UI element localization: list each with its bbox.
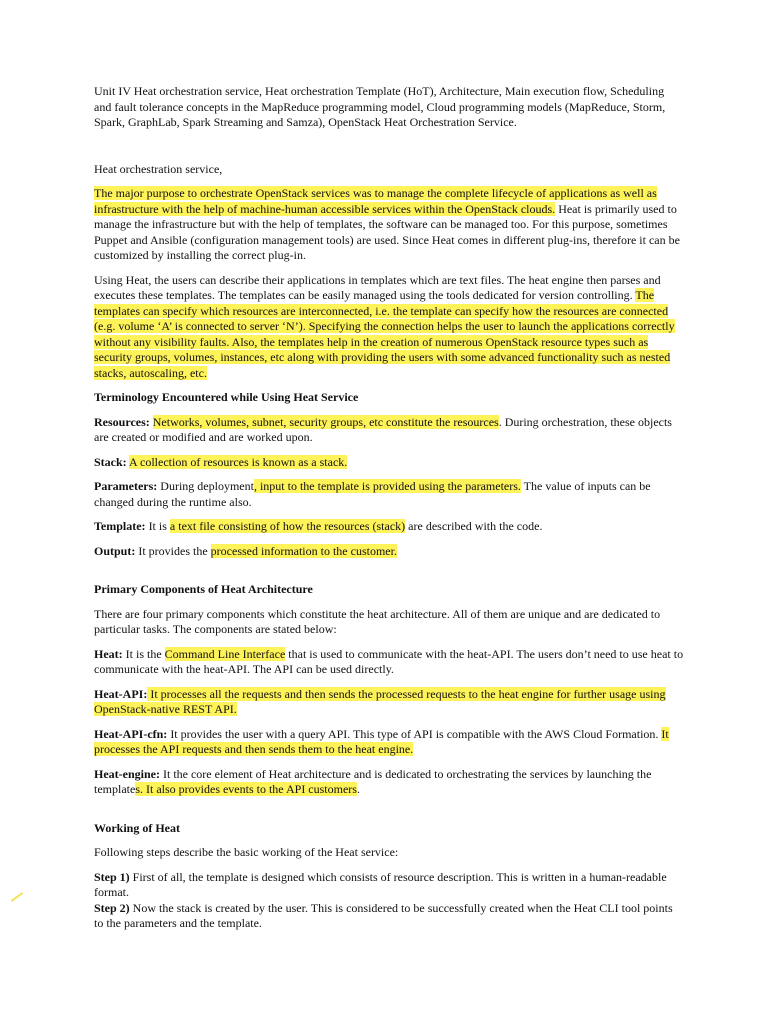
step-2: Step 2) Now the stack is created by the user. This is considered to be successfully created when the Heat CLI tool points to the parameters and the template. — [94, 900, 673, 930]
document-page — [94, 84, 684, 932]
highlight: a text file consisting of how the resources (stack) — [169, 519, 406, 533]
term-parameters: Parameters: During deployment, input to the template is provided using the parameters. The value of inputs can be changed during the runtime also. — [94, 479, 651, 509]
working-intro: Following steps describe the basic working of the Heat service: — [94, 845, 399, 859]
component-heat-api: Heat-API: It processes all the requests and then sends the processed requests to the heat engine for further usage using OpenStack-native REST API. — [94, 686, 666, 716]
component-heat-engine: Heat-engine: It the core element of Heat architecture and is dedicated to orchestrating the services by launching the templates. It also provides events to the API customers. — [94, 766, 652, 796]
step-1: Step 1) First of all, the template is designed which consists of resource description. This is written in a human-readable format. — [94, 869, 667, 899]
term-template: Template: It is a text file consisting of how the resources (stack) are described with the code. — [94, 519, 543, 533]
terminology-heading: Terminology Encountered while Using Heat Service — [94, 390, 359, 404]
term-output: Output: It provides the processed information to the customer. — [94, 543, 397, 558]
highlight: s. It also provides events to the API customers — [135, 782, 357, 796]
components-heading: Primary Components of Heat Architecture — [94, 582, 313, 596]
section-heading-heat-orchestration: Heat orchestration service, — [94, 161, 223, 176]
term-resources: Resources: Networks, volumes, subnet, security groups, etc constitute the resources. During orchestration, these objects are created or modified and are worked upon. — [94, 414, 672, 444]
highlight: processed information to the customer. — [210, 543, 397, 558]
term-stack: Stack: A collection of resources is known as a stack. — [94, 454, 348, 469]
highlighter-mark — [11, 892, 24, 902]
working-heading: Working of Heat — [94, 820, 180, 835]
highlight: The major purpose to orchestrate OpenStack services was to manage the complete lifecycle of applications as well as infrastructure with the help of machine-human accessible services within the OpenStack clouds. — [94, 186, 657, 216]
component-heat: Heat: It is the Command Line Interface that is used to communicate with the heat-API. The users don’t need to use heat to communicate with the heat-API. The API can be used directly. — [94, 646, 684, 676]
paragraph-using-heat: Using Heat, the users can describe their applications in templates which are text files. The heat engine then parses and executes these templates. The templates can be easily managed using the tools dedicated for version controlling. The templates can specify which resources are interconnected, i.e. the template can specify how the resources are connected (e.g. volume ‘A’ is connected to server ‘N’). Specifying the connection helps the user to launch the applications correctly without any visibility faults. Also, the templates help in the creation of numerous OpenStack resource types such as security groups, volumes, instances, etc along with providing the users with some advanced functionality such as nested stacks, autoscaling, etc. — [94, 272, 675, 380]
component-heat-api-cfn: Heat-API-cfn: It provides the user with a query API. This type of API is compatible with the AWS Cloud Formation. It processes the API requests and then sends them to the heat engine. — [94, 726, 669, 756]
highlight: , input to the template is provided using the parameters. — [253, 479, 521, 493]
highlight: The templates can specify which resources are interconnected, i.e. the template can specify how the resources are connected (e.g. volume ‘A’ is connected to server ‘N’). Specifying the connection helps the user to launch the applications correctly without any visibility faults. Also, the templates help in the creation of numerous OpenStack resource types such as security groups, volumes, instances, etc along with providing the users with some advanced functionality such as nested stacks, autoscaling, etc. — [94, 288, 675, 380]
highlight: A collection of resources is known as a stack. — [129, 454, 348, 469]
intro-paragraph: Unit IV Heat orchestration service, Heat orchestration Template (HoT), Architecture, Main execution flow, Scheduling and fault tolerance concepts in the MapReduce programming model, Cloud programming models (MapReduce, Storm, Spark, GraphLab, Spark Streaming and Samza), OpenStack Heat Orchestration Service. — [94, 84, 666, 129]
highlight: Networks, volumes, subnet, security groups, etc constitute the resources — [152, 414, 499, 429]
components-intro: There are four primary components which constitute the heat architecture. All of them are unique and are dedicated to particular tasks. The components are stated below: — [94, 606, 661, 636]
highlight: Command Line Interface — [164, 646, 286, 661]
paragraph-purpose: The major purpose to orchestrate OpenStack services was to manage the complete lifecycle of applications as well as infrastructure with the help of machine-human accessible services within the OpenStack clouds. Heat is primarily used to manage the infrastructure but with the help of templates, the software can be managed too. For this purpose, sometimes Puppet and Ansible (configuration management tools) are used. Since Heat comes in different plug-ins, therefore it can be customized by installing the correct plug-in. — [94, 186, 680, 262]
highlight: It processes the API requests and then sends them to the heat engine. — [94, 726, 669, 756]
highlight: It processes all the requests and then sends the processed requests to the heat engine for further usage using OpenStack-native REST API. — [94, 686, 666, 716]
